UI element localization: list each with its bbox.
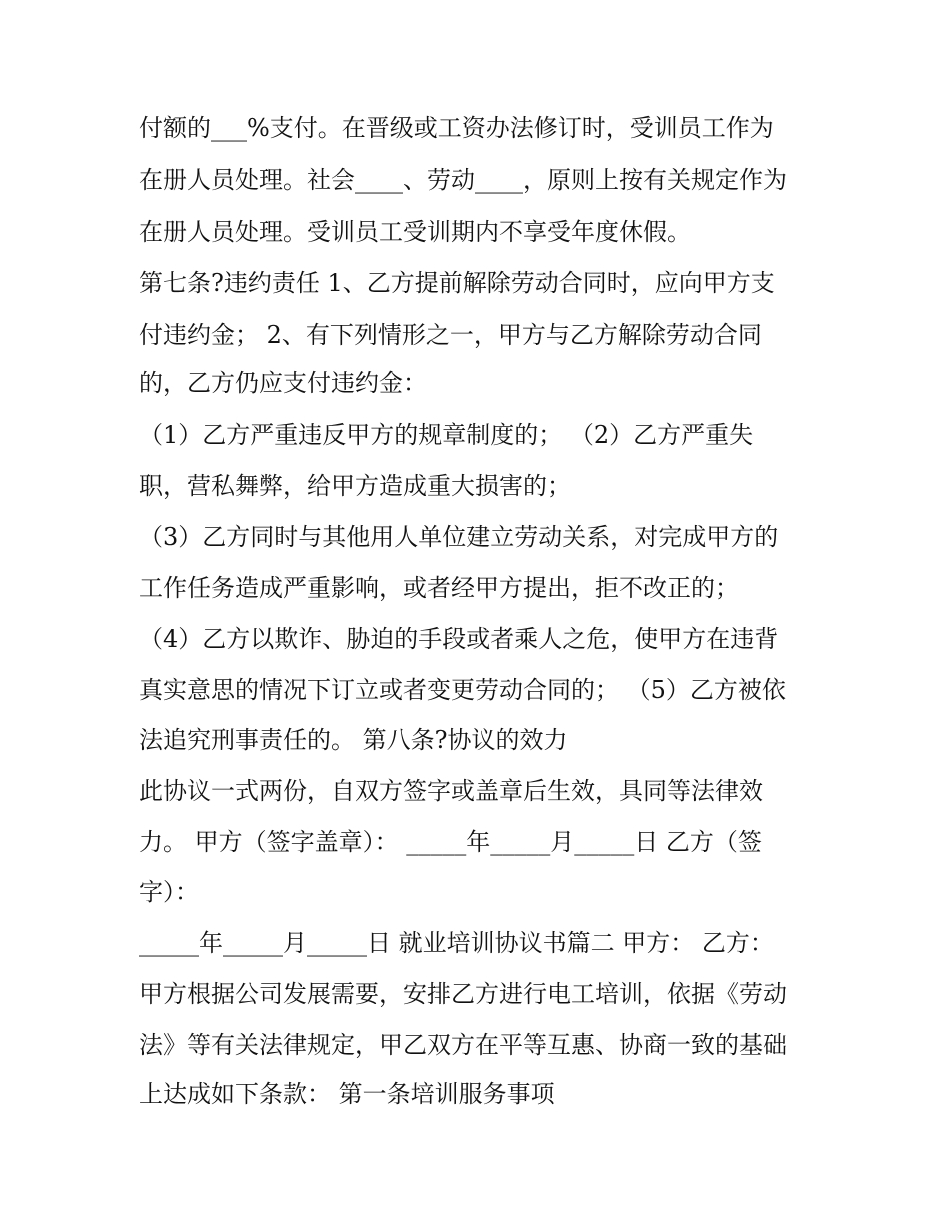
text-line: 力。 甲方（签字盖章）： _____年_____月_____日 乙方（签 [139,828,762,856]
text-line: 甲方根据公司发展需要，安排乙方进行电工培训，依据《劳动 [139,980,787,1008]
text-line: _____年_____月_____日 就业培训协议书篇二 甲方： 乙方： [139,929,774,957]
text-line: 工作任务造成严重影响，或者经甲方提出，拒不改正的； [139,574,739,602]
text-line: 第七条?违约责任 1、乙方提前解除劳动合同时，应向甲方支 [139,269,775,297]
text-line: 的，乙方仍应支付违约金： [139,369,427,397]
text-line: 付违约金； 2、有下列情形之一，甲方与乙方解除劳动合同 [139,321,762,349]
text-line: 在册人员处理。社会____、劳动____，原则上按有关规定作为 [139,166,787,194]
text-line: （4）乙方以欺诈、胁迫的手段或者乘人之危，使甲方在违背 [139,625,779,653]
text-line: 付额的___%支付。在晋级或工资办法修订时，受训员工作为 [139,114,774,142]
text-line: 在册人员处理。受训员工受训期内不享受年度休假。 [139,218,691,246]
text-line: （1）乙方严重违反甲方的规章制度的； （2）乙方严重失 [139,421,754,449]
text-line: 法》等有关法律规定，甲乙双方在平等互惠、协商一致的基础 [139,1031,787,1059]
text-line: （3）乙方同时与其他用人单位建立劳动关系，对完成甲方的 [139,523,779,551]
text-line: 法追究刑事责任的。 第八条?协议的效力 [139,726,568,754]
text-line: 上达成如下条款： 第一条培训服务事项 [139,1080,555,1108]
text-line: 职，营私舞弊，给甲方造成重大损害的； [139,472,571,500]
text-line: 此协议一式两份，自双方签字或盖章后生效，具同等法律效 [139,777,763,805]
text-line: 字）： [139,878,199,906]
text-line: 真实意思的情况下订立或者变更劳动合同的； （5）乙方被依 [139,676,786,704]
